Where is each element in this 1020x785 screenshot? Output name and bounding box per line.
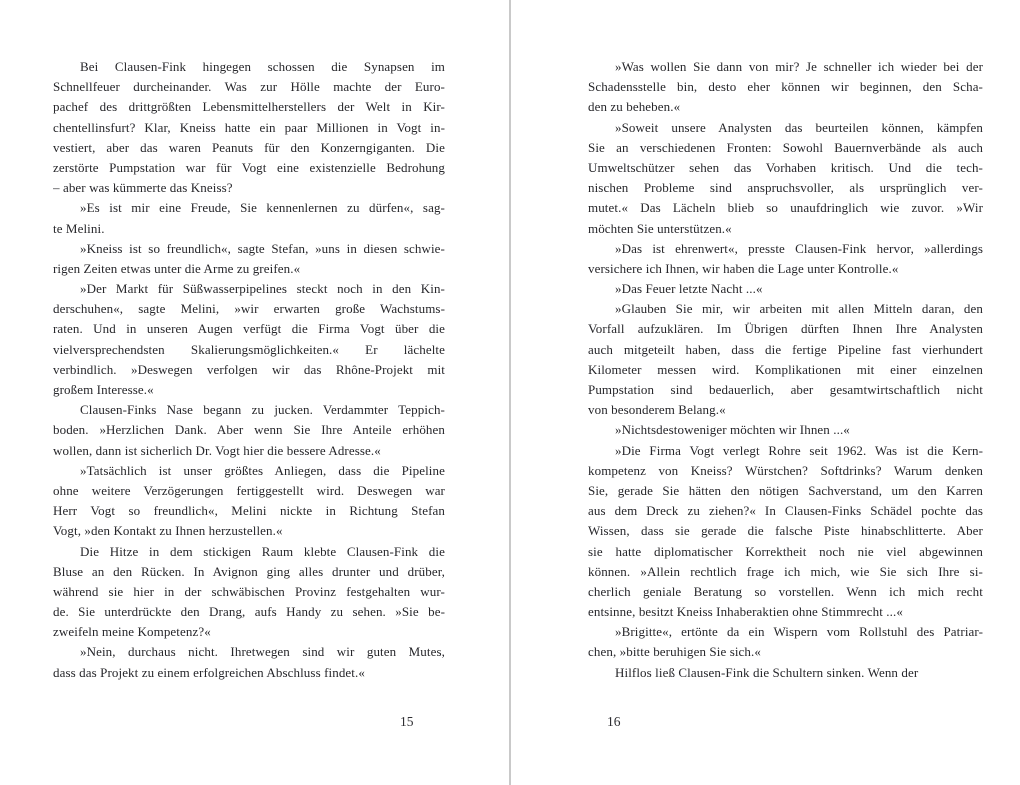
text-line: »Tatsächlich ist unser größtes Anliegen, dass die Pipeline — [80, 462, 445, 478]
page-number-right: 16 — [607, 714, 621, 729]
text-line: »Glauben Sie mir, wir arbeiten mit allen Mitteln daran, den — [615, 301, 983, 317]
text-line: Die Hitze in dem stickigen Raum klebte Clausen-Fink die — [80, 543, 445, 559]
text-line: Clausen-Finks Nase begann zu jucken. Verdammter Teppich- — [80, 402, 445, 418]
text-line: kompetenz von Kneiss? Würstchen? Softdrinks? Warum denken — [588, 462, 983, 478]
text-line: Hilflos ließ Clausen-Fink die Schultern sinken. Wenn der — [615, 664, 919, 680]
text-line: Sie, gerade Sie hätten den nötigen Sachverstand, um den Karren — [588, 482, 983, 498]
text-line: »Kneiss ist so freundlich«, sagte Stefan, »uns in diesen schwie- — [80, 240, 445, 256]
text-line: aus dem Dreck zu ziehen?« In Clausen-Finks Schädel pochte das — [588, 503, 983, 519]
text-line: Herr Vogt so freundlich«, Melini nickte in Richtung Stefan — [53, 503, 445, 519]
text-line: – aber was kümmerte das Kneiss? — [53, 180, 233, 196]
text-line: den zu beheben.« — [588, 99, 681, 115]
page-left-text — [53, 57, 445, 683]
text-line: »Die Firma Vogt verlegt Rohre seit 1962. Was ist die Kern- — [615, 442, 983, 458]
text-line: cherlich geniale Beratung so vorstellen. Wenn ich mich recht — [588, 583, 983, 599]
text-line: vielversprechendsten Skalierungsmöglichkeiten.« Er lächelte — [53, 341, 445, 357]
text-line: nischen Probleme sind anspruchsvoller, als ursprünglich ver- — [588, 180, 983, 196]
text-line: te Melini. — [53, 220, 105, 236]
text-line: »Nichtsdestoweniger möchten wir Ihnen ...« — [615, 422, 850, 438]
text-line: großem Interesse.« — [53, 382, 154, 397]
text-line: de. Sie unterdrückte den Drang, aufs Handy zu sehen. »Sie be- — [53, 604, 445, 620]
text-line: Vorfall aufzuklären. Im Übrigen dürften Ihnen Ihre Analysten — [588, 321, 983, 337]
text-line: »Nein, durchaus nicht. Ihretwegen sind wir guten Mutes, — [80, 644, 445, 660]
text-line: können. »Allein rechtlich frage ich mich, wie Sie sich Ihre si- — [588, 563, 983, 579]
text-line: Vogt, »den Kontakt zu Ihnen herzustellen.« — [53, 523, 283, 539]
page-right-text — [588, 57, 983, 683]
text-line: zerstörte Pumpstation war für Vogt eine existenzielle Bedrohung — [53, 159, 445, 175]
text-line: sie hatte diplomatischer Korrektheit noch nie viel abgewinnen — [588, 543, 983, 559]
text-line: »Das Feuer letzte Nacht ...« — [615, 281, 763, 297]
text-line: mutet.« Das Lächeln blieb so unaufdringlich wie zuvor. »Wir — [588, 200, 983, 216]
text-line: raten. Und in unseren Augen verfügt die Firma Vogt über die — [53, 321, 445, 337]
text-line: während sie hier in der schwäbischen Provinz festgehalten wur- — [53, 583, 445, 599]
text-line: »Das ist ehrenwert«, presste Clausen-Fink hervor, »allerdings — [615, 240, 983, 256]
text-line: versichere ich Ihnen, wir haben die Lage unter Kontrolle.« — [588, 260, 899, 276]
page-number-left: 15 — [400, 714, 414, 729]
text-line: ohne weitere Verzögerungen fertiggestellt wird. Deswegen war — [53, 482, 445, 498]
text-line: pachef des drittgrößten Lebensmittelherstellers der Welt in Kir- — [53, 99, 445, 115]
text-line: zweifeln meine Kompetenz?« — [53, 624, 211, 640]
text-line: Umweltschützer sehen das Vorhaben kritisch. Und die tech- — [588, 159, 983, 175]
text-line: Bei Clausen-Fink hingegen schossen die Synapsen im — [80, 59, 445, 74]
text-line: »Was wollen Sie dann von mir? Je schneller ich wieder bei der — [615, 59, 983, 74]
text-line: Pumpstation sind bedauerlich, aber gesamtwirtschaftlich nicht — [588, 382, 983, 397]
text-line: Bluse an den Rücken. In Avignon ging alles drunter und drüber, — [53, 563, 445, 579]
text-line: auch mitgeteilt haben, dass die fertige Pipeline fast vierhundert — [588, 341, 983, 357]
text-line: verbindlich. »Deswegen verfolgen wir das Rhône-Projekt mit — [53, 361, 445, 377]
text-line: entsinne, besitzt Kneiss Inhaberaktien ohne Stimmrecht ...« — [588, 604, 903, 620]
text-line: »Der Markt für Süßwasserpipelines steckt noch in den Kin- — [80, 281, 445, 297]
text-line: »Es ist mir eine Freude, Sie kennenlernen zu dürfen«, sag- — [80, 200, 445, 216]
text-line: derschuhen«, sagte Melini, »wir erwarten große Wachstums- — [53, 301, 445, 317]
text-line: wollen, dann ist sicherlich Dr. Vogt hier die bessere Adresse.« — [53, 442, 381, 458]
text-line: dass das Projekt zu einem erfolgreichen Abschluss findet.« — [53, 664, 365, 680]
spine-divider — [509, 0, 511, 785]
text-line: chentellinsfurt? Klar, Kneiss hatte ein paar Millionen in Vogt in- — [53, 119, 445, 135]
text-line: boden. »Herzlichen Dank. Aber wenn Sie Ihre Anteile erhöhen — [53, 422, 445, 438]
text-line: Sie an verschiedenen Fronten: Sowohl Bauernverbände als auch — [588, 139, 983, 155]
text-line: »Brigitte«, ertönte da ein Wispern vom Rollstuhl des Patriar- — [615, 624, 983, 640]
text-line: vestiert, aber das waren Peanuts für den Konzerngiganten. Die — [53, 139, 445, 155]
text-line: »Soweit unsere Analysten das beurteilen können, kämpfen — [615, 119, 983, 135]
text-line: von besonderem Belang.« — [588, 402, 726, 418]
text-line: rigen Zeiten etwas unter die Arme zu greifen.« — [53, 260, 301, 276]
text-line: Schnellfeuer durcheinander. Was zur Hölle machte der Euro- — [53, 79, 445, 95]
text-line: Schadensstelle bin, desto eher können wir beginnen, den Scha- — [588, 79, 983, 95]
text-line: chen, »bitte beruhigen Sie sich.« — [588, 644, 761, 660]
text-line: Wissen, dass sie gerade die falsche Piste hinabschlitterte. Aber — [588, 523, 983, 539]
text-line: Kilometer messen wird. Komplikationen mit einer einzelnen — [588, 361, 983, 377]
text-line: möchten Sie unterstützen.« — [588, 220, 732, 236]
